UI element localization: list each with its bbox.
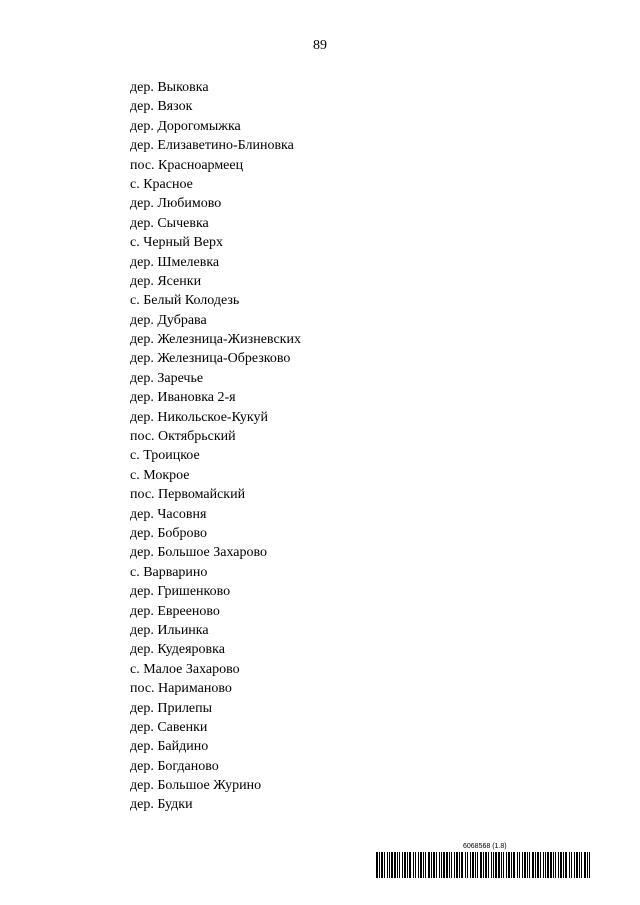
barcode-code: 6068568 (1.8)	[463, 843, 507, 850]
page-number: 89	[313, 38, 327, 53]
list-item: дер. Елизаветино-Блиновка	[130, 138, 294, 154]
list-item: с. Красное	[130, 176, 193, 192]
list-item: пос. Первомайский	[130, 487, 246, 503]
list-item: с. Троицкое	[130, 448, 200, 464]
list-item: дер. Еврееново	[130, 603, 220, 619]
list-item: дер. Шмелевка	[130, 254, 220, 270]
list-item: пос. Нариманово	[130, 681, 232, 697]
list-item: дер. Ивановка 2-я	[130, 390, 236, 406]
list-item: дер. Железница-Жизневских	[130, 332, 301, 348]
settlement-list	[130, 78, 301, 815]
list-item: дер. Дубрава	[130, 312, 207, 328]
barcode-image	[376, 852, 590, 878]
list-item: дер. Боброво	[130, 525, 208, 541]
list-item: дер. Большое Журино	[130, 778, 262, 794]
list-item: дер. Любимово	[130, 196, 222, 212]
list-item: дер. Кудеяровка	[130, 642, 225, 658]
list-item: пос. Красноармеец	[130, 157, 244, 173]
list-item: дер. Дорогомыжка	[130, 118, 241, 134]
list-item: дер. Савенки	[130, 719, 208, 735]
list-item: дер. Выковка	[130, 80, 209, 95]
list-item: с. Малое Захарово	[130, 661, 240, 677]
list-item: дер. Вязок	[130, 99, 193, 115]
list-item: дер. Будки	[130, 797, 193, 813]
list-item: дер. Железница-Обрезково	[130, 351, 291, 367]
list-item: дер. Ясенки	[130, 273, 202, 289]
list-item: дер. Прилепы	[130, 700, 213, 716]
list-item: пос. Октябрьский	[130, 429, 236, 445]
list-item: с. Мокрое	[130, 467, 190, 483]
list-item: дер. Ильинка	[130, 622, 209, 638]
list-item: дер. Часовня	[130, 506, 207, 522]
list-item: дер. Большое Захарово	[130, 545, 267, 561]
list-item: с. Варварино	[130, 564, 208, 580]
list-item: с. Белый Колодезь	[130, 293, 240, 309]
list-item: дер. Байдино	[130, 739, 209, 755]
list-item: дер. Гришенково	[130, 584, 231, 600]
list-item: дер. Никольское-Кукуй	[130, 409, 268, 425]
list-item: дер. Богданово	[130, 758, 219, 774]
list-item: дер. Заречье	[130, 370, 204, 386]
list-item: с. Черный Верх	[130, 235, 223, 251]
list-item: дер. Сычевка	[130, 215, 209, 231]
